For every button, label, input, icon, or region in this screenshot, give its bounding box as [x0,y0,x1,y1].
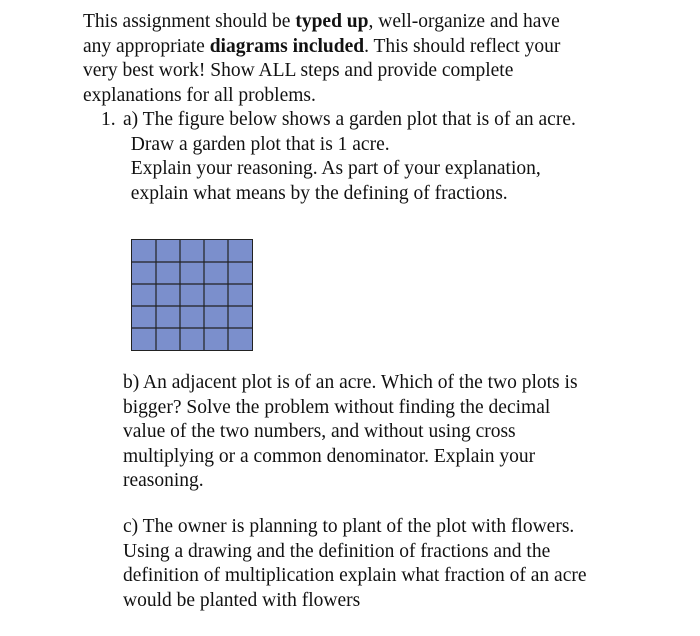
part-c [123,515,693,613]
instructions-text: . This should reflect your [364,35,561,57]
part-a-line: Draw a garden plot that is 1 acre. [130,133,390,155]
question-1 [101,108,691,206]
part-a-line: a) The figure below shows a garden plot that is of an acre. [123,109,576,130]
instructions-text: This assignment should be [83,11,296,32]
part-a-line: Explain your reasoning. As part of your explanation, [130,158,541,179]
instructions-text: , well-organize and have [368,11,560,32]
diagrams-included-emphasis: diagrams included [209,35,365,57]
part-b-line: b) An adjacent plot is of an acre. Which of the two plots is [123,372,578,393]
instructions-line-2 [83,35,683,60]
instructions-line-3: very best work! Show ALL steps and provide complete [83,60,514,81]
typed-up-emphasis: typed up [295,11,369,32]
question-number: 1. [101,109,116,130]
part-b-line: reasoning. [123,470,204,491]
instructions-line-4: explanations for all problems. [83,84,316,106]
part-c-line: would be planted with flowers [123,589,361,611]
part-a-line: explain what means by the defining of fractions. [130,182,508,204]
part-b-line: value of the two numbers, and without using cross [123,421,516,442]
part-c-line: Using a drawing and the definition of fractions and the [123,540,551,562]
part-b-line: multiplying or a common denominator. Explain your [123,445,536,467]
part-b-line: bigger? Solve the problem without finding the decimal [123,396,551,418]
instructions-text: any appropriate [83,35,210,57]
plot-background [132,240,252,350]
garden-plot-grid [132,240,252,350]
part-a [123,108,691,206]
part-c-line: definition of multiplication explain what fraction of an acre [123,565,587,586]
garden-plot-figure [131,239,253,351]
part-c-line: c) The owner is planning to plant of the plot with flowers. [123,516,575,537]
assignment-instructions [83,10,683,108]
instructions-line-1 [83,10,683,35]
part-b [123,371,693,494]
